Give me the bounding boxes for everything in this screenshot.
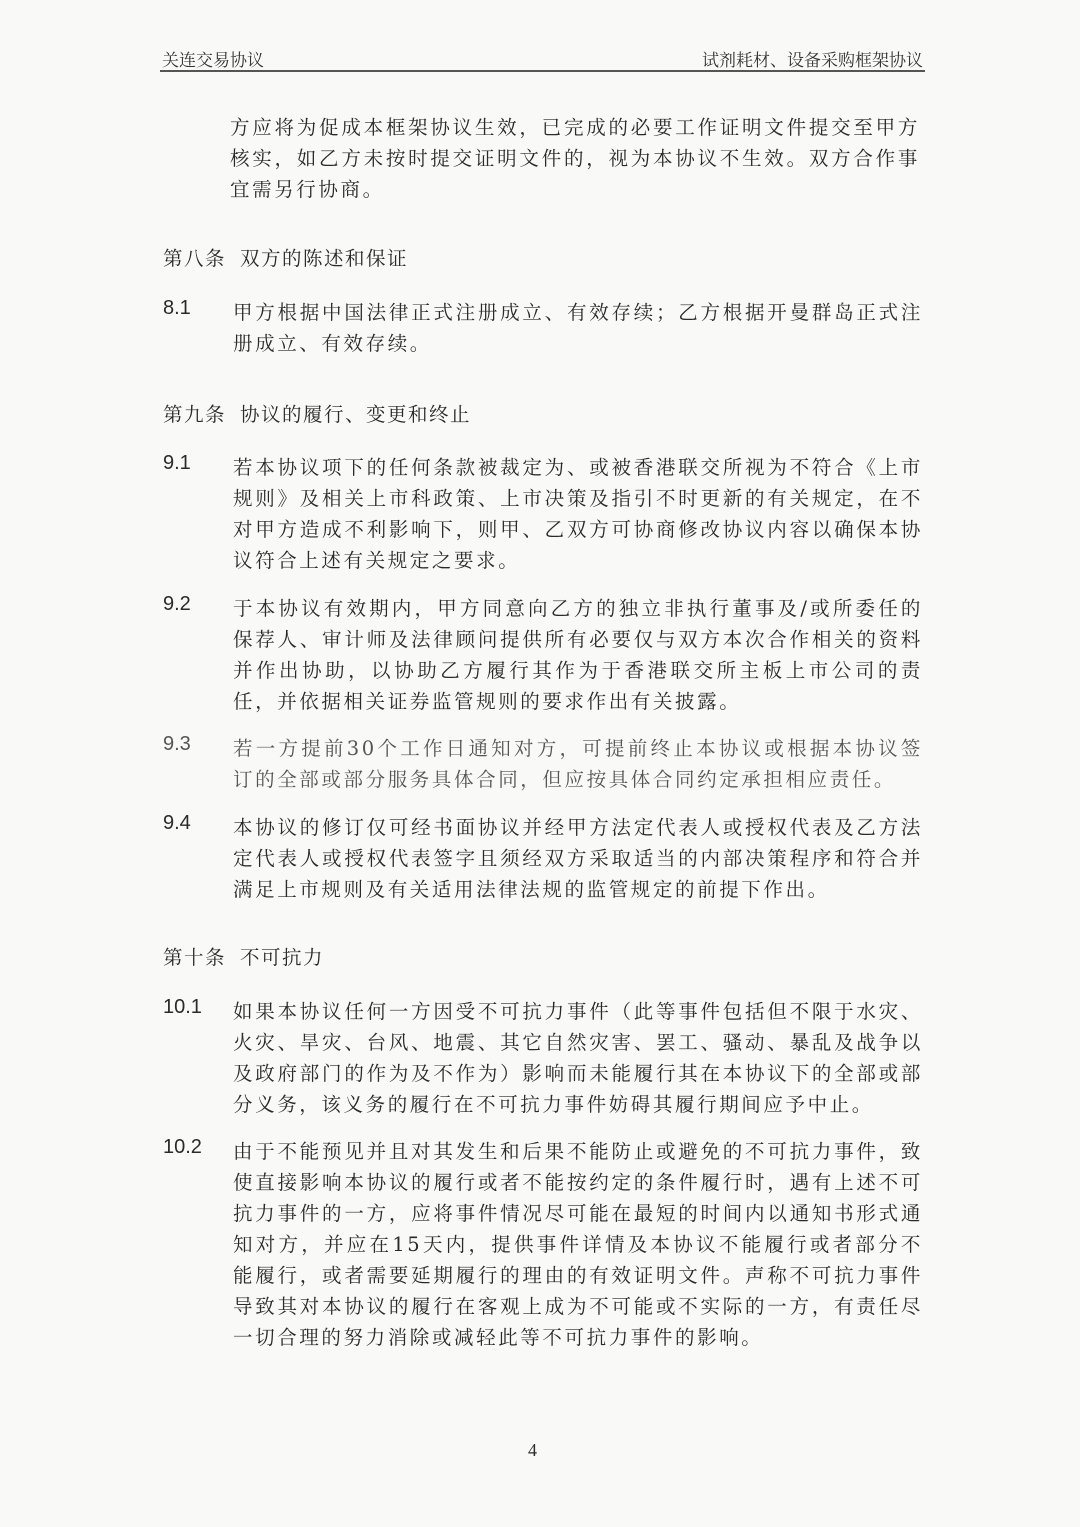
clause-number: 9.2: [163, 593, 191, 615]
clause-text: 若本协议项下的任何条款被裁定为、或被香港联交所视为不符合《上市规则》及相关上市科政策、上市决策及指引不时更新的有关规定，在不对甲方造成不利影响下，则甲、乙双方可协商修改协议内容以确保本协议符合上述有关规定之要求。: [233, 456, 923, 572]
header-left-title: 关连交易协议: [162, 51, 264, 71]
section-number: 第九条: [163, 403, 227, 426]
clause-number: 10.1: [163, 996, 202, 1018]
section-heading-8: [163, 243, 408, 271]
page-number: 4: [528, 1440, 537, 1460]
clause-number: 9.3: [163, 733, 191, 755]
continuation-paragraph: 方应将为促成本框架协议生效，已完成的必要工作证明文件提交至甲方核实，如乙方未按时提交证明文件的，视为本协议不生效。双方合作事宜需另行协商。: [230, 116, 920, 201]
section-number: 第十条: [163, 946, 227, 969]
clause-text: 如果本协议任何一方因受不可抗力事件（此等事件包括但不限于水灾、火灾、旱灾、台风、地震、其它自然灾害、罢工、骚动、暴乱及战争以及政府部门的作为及不作为）影响而未能履行其在本协议下的全部或部分义务，该义务的履行在不可抗力事件妨碍其履行期间应予中止。: [233, 1000, 923, 1116]
section-title: 协议的履行、变更和终止: [240, 403, 472, 426]
clause-number: 9.1: [163, 452, 191, 474]
clause-text: 由于不能预见并且对其发生和后果不能防止或避免的不可抗力事件，致使直接影响本协议的履行或者不能按约定的条件履行时，遇有上述不可抗力事件的一方，应将事件情况尽可能在最短的时间内以通知书形式通知对方，并应在15天内，提供事件详情及本协议不能履行或者部分不能履行，或者需要延期履行的理由的有效证明文件。声称不可抗力事件导致其对本协议的履行在客观上成为不可能或不实际的一方，有责任尽一切合理的努力消除或减轻此等不可抗力事件的影响。: [233, 1140, 923, 1349]
clause-text: 若一方提前30个工作日通知对方，可提前终止本协议或根据本协议签订的全部或部分服务具体合同，但应按具体合同约定承担相应责任。: [233, 737, 923, 791]
clause-text: 本协议的修订仅可经书面协议并经甲方法定代表人或授权代表及乙方法定代表人或授权代表签字且须经双方采取适当的内部决策程序和符合并满足上市规则及有关适用法律法规的监管规定的前提下作出。: [233, 816, 923, 901]
clause-number: 9.4: [163, 812, 191, 834]
page-header: [160, 42, 925, 72]
section-number: 第八条: [163, 247, 227, 270]
clause-number: 8.1: [163, 297, 191, 319]
section-heading-9: [163, 399, 471, 427]
section-heading-10: [163, 942, 324, 970]
clause-text: 于本协议有效期内，甲方同意向乙方的独立非执行董事及/或所委任的保荐人、审计师及法律顾问提供所有必要仅与双方本次合作相关的资料并作出协助，以协助乙方履行其作为于香港联交所主板上市公司的责任，并依据相关证券监管规则的要求作出有关披露。: [233, 597, 923, 713]
section-title: 不可抗力: [240, 946, 325, 969]
section-title: 双方的陈述和保证: [240, 247, 409, 270]
clause-text: 甲方根据中国法律正式注册成立、有效存续；乙方根据开曼群岛正式注册成立、有效存续。: [233, 301, 923, 355]
clause-number: 10.2: [163, 1136, 202, 1158]
header-right-title: 试剂耗材、设备采购框架协议: [702, 51, 923, 71]
